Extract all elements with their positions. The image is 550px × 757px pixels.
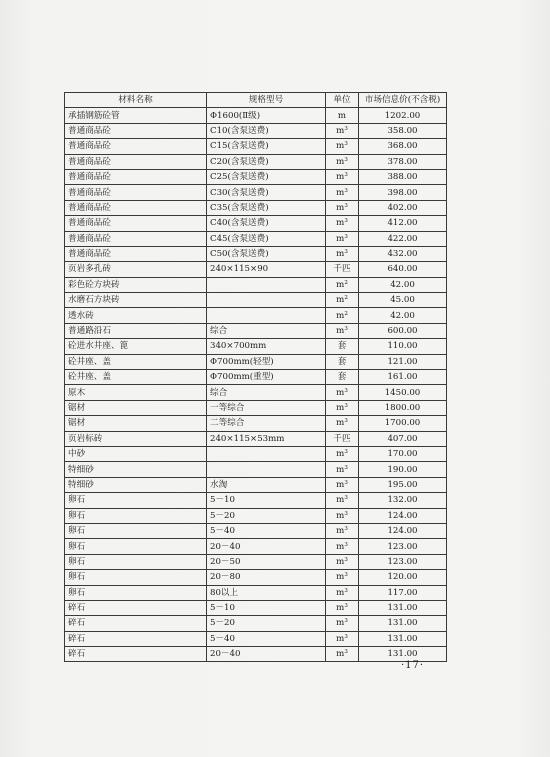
cell-price: 121.00 <box>359 354 447 369</box>
cell-price: 123.00 <box>359 554 447 569</box>
unit-text: m <box>336 326 345 337</box>
unit-text: m <box>336 125 345 136</box>
unit-text: m <box>336 633 345 644</box>
cell-spec <box>207 462 326 477</box>
cell-unit <box>326 277 359 292</box>
unit-text: m <box>336 541 345 552</box>
cell-unit <box>326 123 359 138</box>
cell-price: 45.00 <box>359 293 447 308</box>
cell-unit <box>326 139 359 154</box>
header-price: 市场信息价(不含税) <box>359 93 447 108</box>
unit-exponent: 3 <box>344 125 348 132</box>
unit-exponent: 3 <box>344 526 348 533</box>
cell-material-name: 卵石 <box>65 508 207 523</box>
table-row <box>65 154 447 169</box>
unit-exponent: 3 <box>344 449 348 456</box>
cell-price: 432.00 <box>359 246 447 261</box>
cell-material-name: 普通商品砼 <box>65 154 207 169</box>
cell-material-name: 中砂 <box>65 446 207 461</box>
table-row <box>65 308 447 323</box>
cell-spec: 5－20 <box>207 508 326 523</box>
unit-text: m <box>336 249 345 260</box>
table-row <box>65 231 447 246</box>
cell-spec: C30(含泵送费) <box>207 185 326 200</box>
unit-text: m <box>336 202 345 213</box>
unit-exponent: 3 <box>344 649 348 656</box>
cell-spec <box>207 308 326 323</box>
unit-text: m <box>336 387 345 398</box>
cell-price: 407.00 <box>359 431 447 446</box>
table-row <box>65 477 447 492</box>
table-row <box>65 354 447 369</box>
cell-material-name: 砼进水井座、篦 <box>65 339 207 354</box>
cell-material-name: 碎石 <box>65 600 207 615</box>
cell-unit <box>326 554 359 569</box>
unit-text: 千匹 <box>333 433 351 444</box>
unit-text: m <box>336 310 345 321</box>
cell-material-name: 卵石 <box>65 585 207 600</box>
cell-spec: 20－40 <box>207 539 326 554</box>
page-number: ·17· <box>401 660 425 671</box>
cell-price: 42.00 <box>359 277 447 292</box>
table-row <box>65 185 447 200</box>
cell-spec: 240×115×53mm <box>207 431 326 446</box>
cell-material-name: 碎石 <box>65 631 207 646</box>
cell-spec: 240×115×90 <box>207 262 326 277</box>
cell-price: 124.00 <box>359 523 447 538</box>
cell-price: 398.00 <box>359 185 447 200</box>
cell-material-name: 原木 <box>65 385 207 400</box>
cell-spec <box>207 277 326 292</box>
table-row <box>65 462 447 477</box>
table-row <box>65 200 447 215</box>
cell-material-name: 普通商品砼 <box>65 169 207 184</box>
cell-unit <box>326 647 359 662</box>
cell-spec: 水淘 <box>207 477 326 492</box>
cell-unit <box>326 446 359 461</box>
cell-price: 120.00 <box>359 570 447 585</box>
cell-unit <box>326 323 359 338</box>
cell-price: 131.00 <box>359 600 447 615</box>
cell-unit <box>326 508 359 523</box>
cell-price: 640.00 <box>359 262 447 277</box>
unit-text: m <box>336 618 345 629</box>
table-row <box>65 246 447 261</box>
cell-unit <box>326 108 359 123</box>
cell-material-name: 特细砂 <box>65 462 207 477</box>
cell-unit <box>326 477 359 492</box>
unit-text: m <box>336 510 345 521</box>
unit-exponent: 3 <box>344 233 348 240</box>
cell-unit <box>326 185 359 200</box>
table-row <box>65 139 447 154</box>
cell-spec: C45(含泵送费) <box>207 231 326 246</box>
header-unit: 单位 <box>326 93 359 108</box>
cell-unit <box>326 169 359 184</box>
table-row <box>65 216 447 231</box>
unit-text: m <box>336 403 345 413</box>
cell-unit <box>326 339 359 354</box>
unit-text: m <box>336 495 345 506</box>
cell-material-name: 彩色砼方块砖 <box>65 277 207 292</box>
table-row <box>65 431 447 446</box>
cell-material-name: 承插钢筋砼管 <box>65 108 207 123</box>
cell-price: 42.00 <box>359 308 447 323</box>
cell-spec: 综合 <box>207 323 326 338</box>
cell-spec: 一等综合 <box>207 400 326 415</box>
unit-exponent: 3 <box>344 387 348 394</box>
unit-text: 套 <box>337 372 347 383</box>
cell-spec: C35(含泵送费) <box>207 200 326 215</box>
table-row <box>65 262 447 277</box>
cell-material-name: 水磨石方块砖 <box>65 293 207 308</box>
cell-unit <box>326 262 359 277</box>
cell-unit <box>326 431 359 446</box>
cell-spec: C10(含泵送费) <box>207 123 326 138</box>
cell-price: 170.00 <box>359 446 447 461</box>
cell-spec: 5－40 <box>207 631 326 646</box>
unit-exponent: 3 <box>344 418 348 425</box>
cell-unit <box>326 231 359 246</box>
cell-material-name: 普通路沿石 <box>65 323 207 338</box>
cell-unit <box>326 308 359 323</box>
table-row <box>65 400 447 415</box>
cell-unit <box>326 631 359 646</box>
header-spec: 规格型号 <box>207 93 326 108</box>
cell-material-name: 砼井座、盖 <box>65 370 207 385</box>
cell-material-name: 透水砖 <box>65 308 207 323</box>
cell-spec: 5－40 <box>207 523 326 538</box>
cell-spec <box>207 446 326 461</box>
cell-spec: C20(含泵送费) <box>207 154 326 169</box>
cell-unit <box>326 493 359 508</box>
unit-text: m <box>337 110 347 121</box>
unit-exponent: 3 <box>344 603 348 610</box>
cell-material-name: 锯材 <box>65 416 207 431</box>
unit-text: m <box>336 449 345 460</box>
cell-price: 1202.00 <box>359 108 447 123</box>
price-table <box>64 92 447 662</box>
unit-exponent: 3 <box>344 187 348 194</box>
cell-spec <box>207 293 326 308</box>
cell-price: 131.00 <box>359 616 447 631</box>
cell-material-name: 卵石 <box>65 493 207 508</box>
unit-exponent: 2 <box>344 279 348 286</box>
cell-unit <box>326 570 359 585</box>
unit-text: m <box>336 649 345 660</box>
table-row <box>65 293 447 308</box>
table-row <box>65 523 447 538</box>
unit-exponent: 3 <box>344 156 348 163</box>
cell-unit <box>326 585 359 600</box>
cell-material-name: 普通商品砼 <box>65 139 207 154</box>
unit-text: m <box>336 279 345 290</box>
unit-exponent: 3 <box>344 510 348 517</box>
table-row <box>65 370 447 385</box>
cell-price: 368.00 <box>359 139 447 154</box>
cell-material-name: 卵石 <box>65 539 207 554</box>
unit-exponent: 3 <box>344 202 348 209</box>
cell-price: 131.00 <box>359 631 447 646</box>
unit-exponent: 3 <box>344 141 348 148</box>
unit-text: m <box>336 156 345 167</box>
table-row <box>65 446 447 461</box>
table-row <box>65 508 447 523</box>
cell-price: 132.00 <box>359 493 447 508</box>
cell-material-name: 特细砂 <box>65 477 207 492</box>
cell-price: 123.00 <box>359 539 447 554</box>
unit-text: m <box>336 526 345 537</box>
unit-exponent: 3 <box>344 572 348 579</box>
unit-text: m <box>336 418 345 429</box>
unit-text: 套 <box>337 356 347 367</box>
cell-spec: 5－20 <box>207 616 326 631</box>
cell-material-name: 普通商品砼 <box>65 200 207 215</box>
table-row <box>65 554 447 569</box>
cell-spec: Φ700mm(重型) <box>207 370 326 385</box>
table-row <box>65 385 447 400</box>
cell-spec: 340×700mm <box>207 339 326 354</box>
table-row <box>65 416 447 431</box>
header-material-name: 材料名称 <box>65 93 207 108</box>
table-header-row <box>65 93 447 108</box>
cell-spec: 20－40 <box>207 647 326 662</box>
cell-material-name: 锯材 <box>65 400 207 415</box>
cell-price: 131.00 <box>359 647 447 662</box>
unit-exponent: 3 <box>344 618 348 625</box>
cell-price: 117.00 <box>359 585 447 600</box>
cell-unit <box>326 370 359 385</box>
unit-exponent: 3 <box>344 556 348 563</box>
cell-material-name: 页岩多孔砖 <box>65 262 207 277</box>
table-body <box>65 108 447 662</box>
unit-exponent: 2 <box>344 295 348 302</box>
unit-exponent: 3 <box>344 541 348 548</box>
cell-price: 412.00 <box>359 216 447 231</box>
cell-price: 600.00 <box>359 323 447 338</box>
cell-material-name: 普通商品砼 <box>65 185 207 200</box>
cell-unit <box>326 385 359 400</box>
cell-material-name: 碎石 <box>65 616 207 631</box>
cell-spec: Φ1600(Ⅱ级) <box>207 108 326 123</box>
unit-exponent: 3 <box>344 172 348 179</box>
table-row <box>65 647 447 662</box>
cell-unit <box>326 523 359 538</box>
cell-unit <box>326 354 359 369</box>
cell-spec: Φ700mm(轻型) <box>207 354 326 369</box>
cell-material-name: 普通商品砼 <box>65 216 207 231</box>
unit-text: m <box>336 464 345 475</box>
cell-price: 422.00 <box>359 231 447 246</box>
unit-exponent: 3 <box>344 218 348 225</box>
cell-price: 1800.00 <box>359 400 447 415</box>
unit-text: 套 <box>337 341 347 352</box>
cell-spec: C50(含泵送费) <box>207 246 326 261</box>
cell-material-name: 页岩标砖 <box>65 431 207 446</box>
cell-spec: C40(含泵送费) <box>207 216 326 231</box>
unit-text: m <box>336 603 345 614</box>
table-row <box>65 123 447 138</box>
table-row <box>65 616 447 631</box>
cell-price: 358.00 <box>359 123 447 138</box>
cell-unit <box>326 246 359 261</box>
cell-unit <box>326 462 359 477</box>
table-row <box>65 277 447 292</box>
cell-material-name: 碎石 <box>65 647 207 662</box>
unit-text: 千匹 <box>333 264 351 275</box>
cell-unit <box>326 400 359 415</box>
unit-exponent: 3 <box>344 479 348 486</box>
cell-price: 388.00 <box>359 169 447 184</box>
cell-price: 1700.00 <box>359 416 447 431</box>
table-row <box>65 631 447 646</box>
cell-unit <box>326 216 359 231</box>
cell-material-name: 卵石 <box>65 570 207 585</box>
unit-exponent: 3 <box>344 326 348 333</box>
table-row <box>65 585 447 600</box>
cell-material-name: 普通商品砼 <box>65 231 207 246</box>
table-row <box>65 600 447 615</box>
table-row <box>65 339 447 354</box>
cell-spec: 二等综合 <box>207 416 326 431</box>
cell-unit <box>326 293 359 308</box>
unit-exponent: 3 <box>344 249 348 256</box>
table-row <box>65 169 447 184</box>
cell-material-name: 卵石 <box>65 523 207 538</box>
unit-text: m <box>336 587 345 598</box>
unit-text: m <box>336 233 345 244</box>
table-row <box>65 108 447 123</box>
cell-price: 124.00 <box>359 508 447 523</box>
cell-spec: 综合 <box>207 385 326 400</box>
cell-spec: 20－50 <box>207 554 326 569</box>
cell-price: 378.00 <box>359 154 447 169</box>
cell-spec: 5－10 <box>207 600 326 615</box>
cell-spec: C15(含泵送费) <box>207 139 326 154</box>
table-row <box>65 493 447 508</box>
cell-unit <box>326 539 359 554</box>
unit-text: m <box>336 295 345 306</box>
unit-exponent: 2 <box>344 310 348 317</box>
cell-price: 1450.00 <box>359 385 447 400</box>
unit-exponent: 3 <box>344 633 348 640</box>
unit-exponent: 3 <box>344 403 348 409</box>
cell-material-name: 普通商品砼 <box>65 246 207 261</box>
cell-unit <box>326 600 359 615</box>
cell-price: 110.00 <box>359 339 447 354</box>
cell-spec: C25(含泵送费) <box>207 169 326 184</box>
cell-spec: 80以上 <box>207 585 326 600</box>
table-row <box>65 323 447 338</box>
cell-unit <box>326 616 359 631</box>
unit-text: m <box>336 172 345 183</box>
cell-material-name: 卵石 <box>65 554 207 569</box>
unit-text: m <box>336 556 345 567</box>
cell-unit <box>326 416 359 431</box>
unit-exponent: 3 <box>344 464 348 471</box>
cell-unit <box>326 154 359 169</box>
cell-price: 402.00 <box>359 200 447 215</box>
cell-price: 195.00 <box>359 477 447 492</box>
table-row <box>65 539 447 554</box>
cell-price: 161.00 <box>359 370 447 385</box>
cell-price: 190.00 <box>359 462 447 477</box>
cell-spec: 5－10 <box>207 493 326 508</box>
unit-exponent: 3 <box>344 495 348 502</box>
cell-spec: 20－80 <box>207 570 326 585</box>
unit-text: m <box>336 572 345 583</box>
unit-exponent: 3 <box>344 587 348 594</box>
unit-text: m <box>336 218 345 229</box>
table-row <box>65 570 447 585</box>
unit-text: m <box>336 187 345 198</box>
unit-text: m <box>336 479 345 490</box>
cell-material-name: 普通商品砼 <box>65 123 207 138</box>
cell-unit <box>326 200 359 215</box>
unit-text: m <box>336 141 345 152</box>
cell-material-name: 砼井座、盖 <box>65 354 207 369</box>
